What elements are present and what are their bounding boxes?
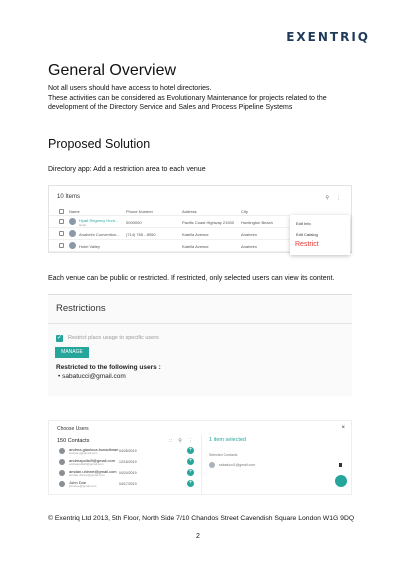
venue-city: Anaheim bbox=[241, 232, 257, 237]
contact-row[interactable] bbox=[57, 480, 197, 490]
venue-name[interactable]: Hotel Valley bbox=[79, 244, 101, 249]
avatar bbox=[69, 230, 76, 237]
directory-text: Directory app: Add a restriction area to each venue bbox=[48, 166, 206, 173]
search-icon[interactable]: ⚲ bbox=[178, 438, 182, 444]
contact-email: johndoe@gmail.com bbox=[69, 484, 97, 488]
contact-name: andreapolisi9@gmail.com bbox=[69, 458, 116, 463]
avatar bbox=[209, 462, 215, 468]
venue-name[interactable]: Anaheim Convention... bbox=[79, 232, 120, 237]
row-checkbox[interactable] bbox=[59, 231, 64, 236]
restrict-checkbox-label: Restrict place usage to specific users bbox=[68, 335, 159, 341]
company-logo: EXENTRIQ bbox=[286, 30, 370, 44]
avatar bbox=[59, 459, 65, 465]
row-checkbox[interactable] bbox=[59, 243, 64, 248]
venue-phone: (714) 765 - 8950 bbox=[126, 232, 156, 237]
search-icon[interactable]: ⚲ bbox=[325, 195, 329, 201]
menu-item-edit-catalog[interactable]: Edit Catalog bbox=[296, 232, 318, 237]
avatar bbox=[69, 242, 76, 249]
restrictions-title: Restrictions bbox=[56, 303, 106, 314]
venue-name[interactable]: Hyatt Regency Hunt... bbox=[79, 218, 119, 223]
confirm-fab-button[interactable] bbox=[335, 475, 347, 487]
avatar bbox=[59, 481, 65, 487]
avatar bbox=[69, 218, 76, 225]
row-checkbox[interactable] bbox=[59, 219, 64, 224]
footer: © Exentriq Ltd 2013, 5th Floor, North Side 7/10 Chandos Street Cavendish Square London W1G 9DQ bbox=[48, 515, 355, 522]
restricted-users-heading: Restricted to the following users : bbox=[56, 364, 161, 371]
venue-type: Hotel bbox=[79, 223, 87, 227]
contact-row[interactable] bbox=[57, 458, 197, 468]
contact-row[interactable] bbox=[57, 469, 197, 479]
contacts-count: 150 Contacts bbox=[57, 438, 90, 444]
restricted-user-email: sabatucci@gmail.com bbox=[62, 373, 126, 380]
trash-icon[interactable] bbox=[339, 463, 342, 467]
page-number: 2 bbox=[196, 533, 200, 540]
divider bbox=[48, 323, 352, 324]
intro-line-2: These activities can be considered as Evolutionary Maintenance for projects related to the development of the Directory Service and Sales and Process Pipeline Systems bbox=[48, 94, 327, 111]
venue-city: Anaheim bbox=[241, 244, 257, 249]
contact-email: andrea.g@gmail.com bbox=[69, 451, 98, 455]
section-title: Proposed Solution bbox=[48, 137, 151, 151]
selected-contact-email: sabatucci1@gmail.com bbox=[219, 463, 256, 467]
add-contact-button[interactable]: + bbox=[188, 458, 193, 464]
dialog-toolbar bbox=[169, 438, 193, 444]
divider bbox=[201, 435, 202, 495]
contact-date: 04/17/2019 bbox=[119, 482, 137, 486]
dialog-title: Choose Users bbox=[57, 426, 89, 432]
menu-item-edit-info[interactable]: Edit Info bbox=[296, 221, 311, 226]
more-icon[interactable]: ⋮ bbox=[187, 438, 193, 444]
context-menu bbox=[290, 215, 350, 255]
contact-name: andrea.gianluca.bonadiman bbox=[69, 447, 119, 452]
venue-phone: 0000000 bbox=[126, 220, 142, 225]
add-contact-button[interactable]: + bbox=[188, 447, 193, 453]
intro-paragraph bbox=[48, 84, 358, 113]
venue-address: Katella Avenue bbox=[182, 232, 209, 237]
manage-button[interactable]: MANAGE bbox=[55, 347, 89, 358]
contact-date: 12/15/2019 bbox=[119, 460, 137, 464]
venue-text: Each venue can be public or restricted. If restricted, only selected users can view its content. bbox=[48, 275, 335, 282]
choose-users-screenshot bbox=[48, 420, 352, 495]
col-name: Name bbox=[69, 209, 80, 214]
add-contact-button[interactable]: + bbox=[188, 469, 193, 475]
col-city: City bbox=[241, 209, 248, 214]
avatar bbox=[59, 448, 65, 454]
restricted-user-item: • sabatucci@gmail.com bbox=[58, 373, 126, 380]
contact-date: 04/25/2019 bbox=[119, 449, 137, 453]
col-phone: Phone Number bbox=[126, 209, 153, 214]
toolbar bbox=[325, 195, 341, 201]
select-all-checkbox[interactable] bbox=[59, 209, 64, 214]
contact-email: andreapolisi9@gmail.com bbox=[69, 462, 104, 466]
intro-line-1: Not all users should have access to hotel directories. bbox=[48, 85, 212, 92]
venue-address: Katella Avenue bbox=[182, 244, 209, 249]
more-icon[interactable]: ⋮ bbox=[336, 195, 341, 201]
page-title: General Overview bbox=[48, 62, 177, 79]
avatar bbox=[59, 470, 65, 476]
contact-row[interactable] bbox=[57, 447, 197, 457]
selected-contacts-label: Selected Contacts bbox=[209, 453, 238, 457]
venue-address: Pacific Coast Highway 21500 bbox=[182, 220, 235, 225]
venue-city: Huntington Beach bbox=[241, 220, 273, 225]
selected-count: 1 item selected bbox=[209, 437, 246, 443]
menu-item-restrict[interactable]: Restrict bbox=[295, 241, 319, 248]
add-contact-button[interactable]: + bbox=[188, 480, 193, 486]
contact-name: amdan.uhinne@gmail.com bbox=[69, 469, 117, 474]
col-address: Address bbox=[182, 209, 197, 214]
grid-icon[interactable]: ∷ bbox=[169, 438, 173, 444]
items-count: 10 Items bbox=[57, 194, 81, 200]
contact-email: amdan.uhinne@gmail.com bbox=[69, 473, 105, 477]
restrictions-screenshot bbox=[48, 294, 352, 396]
contact-date: 04/24/2019 bbox=[119, 471, 137, 475]
restrict-checkbox[interactable]: ✓ bbox=[56, 335, 63, 341]
close-icon[interactable]: × bbox=[341, 425, 345, 431]
contact-name: John Doe bbox=[69, 480, 87, 485]
